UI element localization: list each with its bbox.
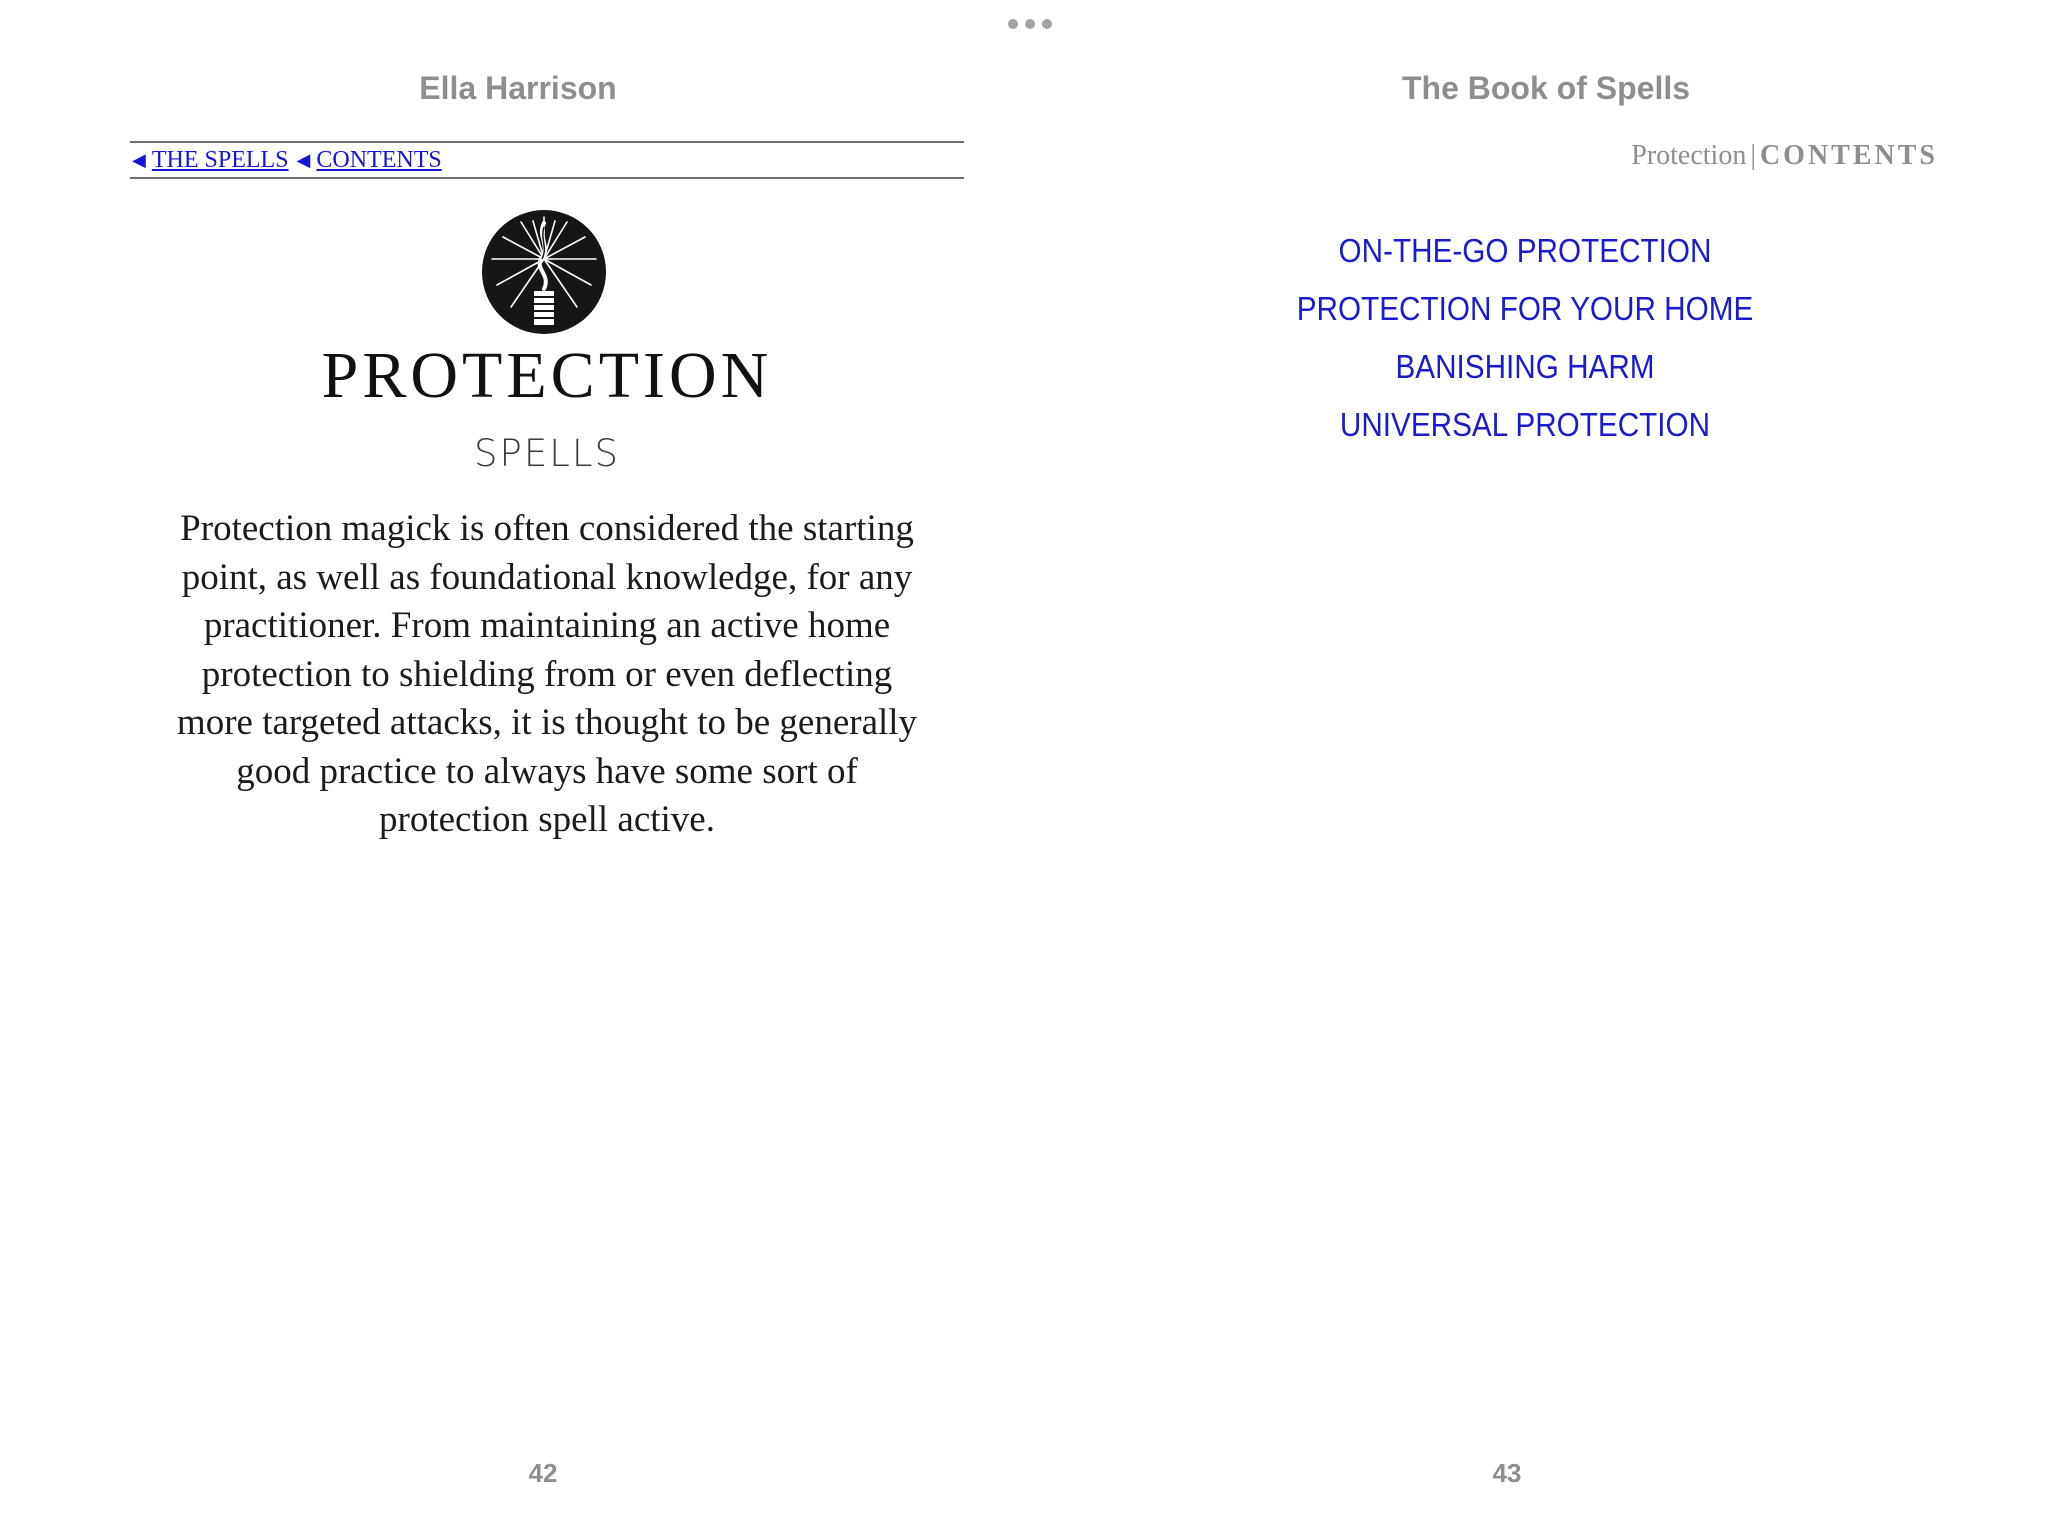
contents-link[interactable]: CONTENTS (316, 146, 442, 173)
breadcrumb-section: Protection (1631, 140, 1747, 171)
chapter-title: PROTECTION (321, 339, 773, 412)
left-running-head-author: Ella Harrison (419, 70, 617, 106)
dot (1042, 19, 1052, 29)
toc-item-banishing-harm[interactable]: BANISHING HARM (1395, 348, 1655, 385)
left-page-number: 42 (528, 1458, 558, 1488)
right-running-head-book-title: The Book of Spells (1401, 70, 1691, 106)
chapter-nav-bar (130, 141, 964, 179)
dot (1025, 19, 1035, 29)
chapter-intro-paragraph (130, 505, 964, 845)
more-options-ellipsis-icon[interactable] (1008, 17, 1052, 31)
the-spells-link[interactable]: THE SPELLS (151, 146, 289, 173)
intro-line: good practice to always have some sort of (236, 750, 858, 792)
candle-emblem-icon (481, 209, 607, 335)
intro-line: protection to shielding from or even deflecting (201, 653, 893, 695)
dot (1008, 19, 1018, 29)
intro-line: practitioner. From maintaining an active home (203, 605, 891, 646)
intro-line: protection spell active. (379, 799, 715, 840)
back-arrow-icon: ◀ (296, 149, 311, 170)
right-page-number: 43 (1492, 1458, 1522, 1488)
breadcrumb-separator: | (1750, 140, 1756, 171)
intro-line: point, as well as foundational knowledge, for any (181, 556, 913, 598)
section-breadcrumb (1631, 140, 1938, 172)
toc-item-protection-for-your-home[interactable]: PROTECTION FOR YOUR HOME (1296, 290, 1754, 327)
intro-line: more targeted attacks, it is thought to be generally (176, 702, 918, 743)
toc-item-on-the-go-protection[interactable]: ON-THE-GO PROTECTION (1338, 232, 1712, 269)
back-arrow-icon: ◀ (132, 149, 146, 170)
toc-item-universal-protection[interactable]: UNIVERSAL PROTECTION (1339, 406, 1711, 443)
chapter-subtitle: SPELLS (474, 432, 620, 475)
breadcrumb-contents: CONTENTS (1759, 140, 1938, 171)
intro-line: Protection magick is often considered the starting (180, 508, 914, 549)
section-contents-list (1210, 222, 1840, 454)
